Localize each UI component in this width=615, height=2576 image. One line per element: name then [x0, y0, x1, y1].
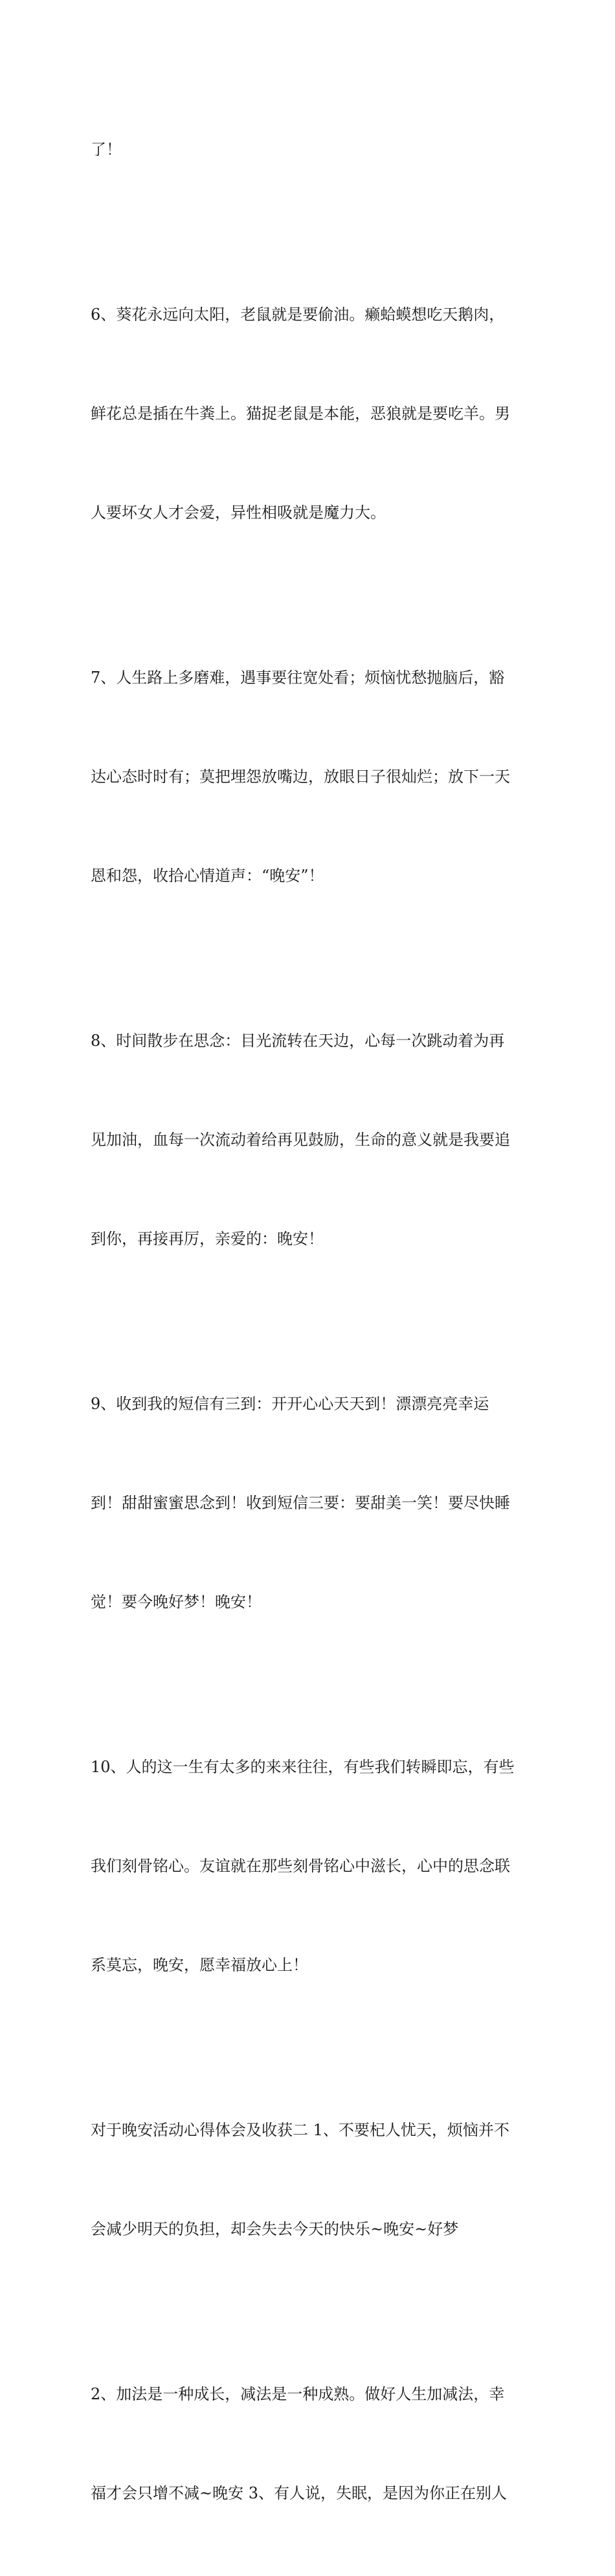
text-line: 8、时间散步在思念：目光流转在天边，心每一次跳动着为再 — [91, 1032, 505, 1050]
text-line: 会减少明天的负担，却会失去今天的快乐~晚安~好梦 — [91, 2220, 459, 2238]
text-line: 我们刻骨铭心。友谊就在那些刻骨铭心中滋长，心中的思念联 — [91, 1857, 510, 1875]
text-line: 福才会只增不减~晚安 3、有人说，失眠，是因为你正在别人 — [91, 2484, 508, 2502]
paragraph-item-8 — [91, 959, 531, 1322]
text-line: 10、人的这一生有太多的来来往往，有些我们转瞬即忘，有些 — [91, 1758, 515, 1776]
text-line: 鲜花总是插在牛粪上。猫捉老鼠是本能，恶狼就是要吃羊。男 — [91, 405, 510, 423]
paragraph-item-7 — [91, 595, 531, 959]
text-line: 恩和怨，收拾心情道声：“晚安”！ — [91, 867, 324, 885]
paragraph-item-10 — [91, 1685, 531, 2048]
paragraph-item-9 — [91, 1322, 531, 1685]
text-line: 达心态时时有；莫把埋怨放嘴边，放眼日子很灿烂；放下一天 — [91, 768, 510, 786]
paragraph-part-two — [91, 2048, 531, 2312]
text-line: 系莫忘，晚安，愿幸福放心上！ — [91, 1956, 308, 1974]
document-body — [91, 67, 531, 2576]
text-line: 觉！要今晚好梦！晚安！ — [91, 1593, 262, 1611]
text-line: 见加油，血每一次流动着给再见鼓励，生命的意义就是我要追 — [91, 1131, 510, 1149]
text-line: 到！甜甜蜜蜜思念到！收到短信三要：要甜美一笑！要尽快睡 — [91, 1494, 510, 1512]
text-line: 7、人生路上多磨难，遇事要往宽处看；烦恼忧愁抛脑后，豁 — [91, 669, 505, 687]
text-line: 9、收到我的短信有三到：开开心心天天到！漂漂亮亮幸运 — [91, 1395, 489, 1413]
text-line: 2、加法是一种成长，减法是一种成熟。做好人生加减法，幸 — [91, 2385, 505, 2403]
paragraph-continuation — [91, 67, 531, 232]
text-line: 了！ — [91, 140, 122, 159]
text-line: 6、葵花永远向太阳，老鼠就是要偷油。癞蛤蟆想吃天鹅肉， — [91, 305, 505, 324]
text-line: 人要坏女人才会爱，异性相吸就是魔力大。 — [91, 504, 386, 522]
paragraph-item-2 — [91, 2312, 531, 2576]
text-line: 对于晚安活动心得体会及收获二 1、不要杞人忧天，烦恼并不 — [91, 2121, 509, 2139]
text-line: 到你，再接再厉，亲爱的：晚安！ — [91, 1230, 324, 1248]
paragraph-item-6 — [91, 232, 531, 595]
